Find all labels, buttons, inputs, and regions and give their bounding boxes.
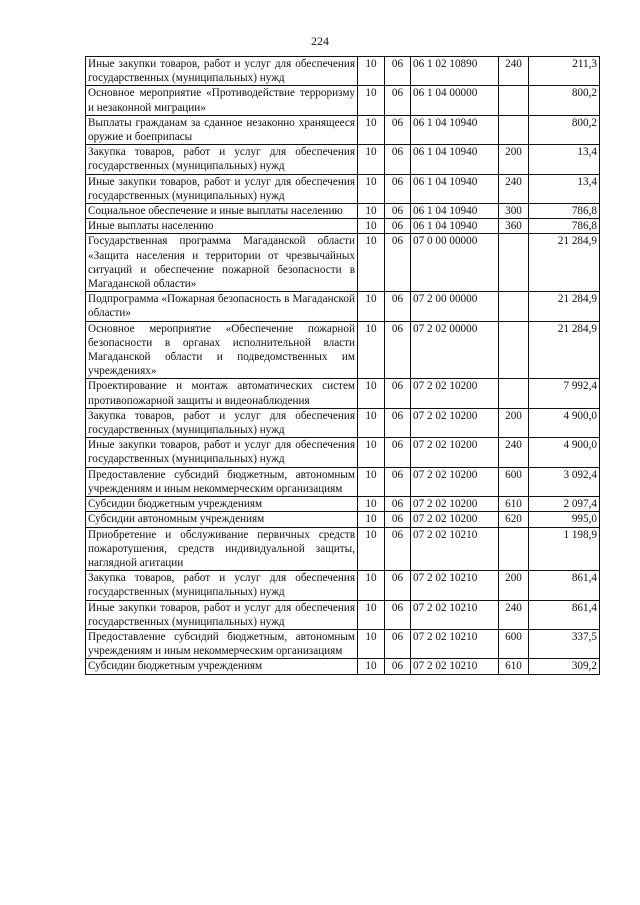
target-article-cell: 06 1 04 10940 [411,204,499,219]
target-article-cell: 06 1 04 00000 [411,86,499,115]
section-code-cell: 10 [358,600,385,629]
row-name-cell: Иные закупки товаров, работ и услуг для обеспечения государственных (муниципальных) нужд [86,174,358,203]
row-name-cell: Предоставление субсидий бюджетным, автономным учреждениям и иным некоммерческим организациям [86,629,358,658]
row-name-cell: Закупка товаров, работ и услуг для обеспечения государственных (муниципальных) нужд [86,145,358,174]
table-row [86,571,600,600]
amount-cell: 2 097,4 [529,497,600,512]
target-article-cell: 06 1 04 10940 [411,145,499,174]
target-article-cell: 06 1 02 10890 [411,57,499,86]
row-name-cell: Государственная программа Магаданской области «Защита населения и территории от чрезвычайных ситуаций и обеспечение пожарной безопасности в Магаданской области» [86,234,358,292]
section-code-cell: 10 [358,571,385,600]
subsection-code-cell: 06 [385,438,411,467]
expense-type-cell [499,527,529,571]
row-name-cell: Основное мероприятие «Обеспечение пожарной безопасности в органах исполнительной власти Магаданской области и подведомственных им учреждениях» [86,321,358,379]
table-row [86,204,600,219]
section-code-cell: 10 [358,174,385,203]
subsection-code-cell: 06 [385,659,411,674]
amount-cell: 861,4 [529,571,600,600]
amount-cell: 7 992,4 [529,379,600,408]
section-code-cell: 10 [358,321,385,379]
row-name-cell: Приобретение и обслуживание первичных средств пожаротушения, средств индивидуальной защиты, наглядной агитации [86,527,358,571]
expense-type-cell: 240 [499,57,529,86]
section-code-cell: 10 [358,629,385,658]
table-row [86,527,600,571]
amount-cell: 21 284,9 [529,292,600,321]
table-row [86,408,600,437]
table-row [86,234,600,292]
table-row [86,467,600,496]
expense-type-cell [499,321,529,379]
target-article-cell: 07 2 02 10210 [411,659,499,674]
amount-cell: 786,8 [529,219,600,234]
subsection-code-cell: 06 [385,512,411,527]
section-code-cell: 10 [358,219,385,234]
expense-type-cell: 620 [499,512,529,527]
target-article-cell: 07 2 02 10200 [411,512,499,527]
section-code-cell: 10 [358,234,385,292]
row-name-cell: Субсидии бюджетным учреждениям [86,497,358,512]
amount-cell: 337,5 [529,629,600,658]
target-article-cell: 06 1 04 10940 [411,115,499,144]
subsection-code-cell: 06 [385,292,411,321]
table-row [86,86,600,115]
expense-type-cell [499,292,529,321]
budget-table [85,56,600,675]
target-article-cell: 07 2 02 10200 [411,497,499,512]
page-number: 224 [311,34,329,48]
row-name-cell: Выплаты гражданам за сданное незаконно хранящееся оружие и боеприпасы [86,115,358,144]
amount-cell: 21 284,9 [529,321,600,379]
section-code-cell: 10 [358,145,385,174]
row-name-cell: Социальное обеспечение и иные выплаты населению [86,204,358,219]
section-code-cell: 10 [358,512,385,527]
amount-cell: 861,4 [529,600,600,629]
expense-type-cell: 360 [499,219,529,234]
expense-type-cell: 200 [499,145,529,174]
row-name-cell: Предоставление субсидий бюджетным, автономным учреждениям и иным некоммерческим организациям [86,467,358,496]
table-row [86,512,600,527]
amount-cell: 800,2 [529,115,600,144]
amount-cell: 21 284,9 [529,234,600,292]
subsection-code-cell: 06 [385,497,411,512]
subsection-code-cell: 06 [385,115,411,144]
section-code-cell: 10 [358,57,385,86]
section-code-cell: 10 [358,659,385,674]
expense-type-cell: 300 [499,204,529,219]
row-name-cell: Иные закупки товаров, работ и услуг для обеспечения государственных (муниципальных) нужд [86,600,358,629]
amount-cell: 1 198,9 [529,527,600,571]
section-code-cell: 10 [358,527,385,571]
row-name-cell: Проектирование и монтаж автоматических систем противопожарной защиты и видеонаблюдения [86,379,358,408]
amount-cell: 3 092,4 [529,467,600,496]
subsection-code-cell: 06 [385,234,411,292]
amount-cell: 309,2 [529,659,600,674]
target-article-cell: 07 2 02 00000 [411,321,499,379]
table-row [86,379,600,408]
table-row [86,115,600,144]
budget-table-body [86,57,600,675]
amount-cell: 13,4 [529,145,600,174]
subsection-code-cell: 06 [385,467,411,496]
row-name-cell: Субсидии бюджетным учреждениям [86,659,358,674]
expense-type-cell: 600 [499,467,529,496]
section-code-cell: 10 [358,292,385,321]
row-name-cell: Иные выплаты населению [86,219,358,234]
subsection-code-cell: 06 [385,629,411,658]
expense-type-cell: 240 [499,600,529,629]
amount-cell: 211,3 [529,57,600,86]
amount-cell: 4 900,0 [529,408,600,437]
subsection-code-cell: 06 [385,571,411,600]
row-name-cell: Подпрограмма «Пожарная безопасность в Магаданской области» [86,292,358,321]
target-article-cell: 07 2 00 00000 [411,292,499,321]
table-row [86,659,600,674]
subsection-code-cell: 06 [385,600,411,629]
table-row [86,600,600,629]
row-name-cell: Иные закупки товаров, работ и услуг для обеспечения государственных (муниципальных) нужд [86,438,358,467]
row-name-cell: Иные закупки товаров, работ и услуг для обеспечения государственных (муниципальных) нужд [86,57,358,86]
subsection-code-cell: 06 [385,174,411,203]
expense-type-cell: 600 [499,629,529,658]
section-code-cell: 10 [358,204,385,219]
expense-type-cell [499,379,529,408]
subsection-code-cell: 06 [385,219,411,234]
expense-type-cell [499,86,529,115]
target-article-cell: 07 2 02 10200 [411,379,499,408]
amount-cell: 4 900,0 [529,438,600,467]
section-code-cell: 10 [358,497,385,512]
subsection-code-cell: 06 [385,145,411,174]
section-code-cell: 10 [358,86,385,115]
subsection-code-cell: 06 [385,204,411,219]
subsection-code-cell: 06 [385,527,411,571]
target-article-cell: 07 2 02 10200 [411,467,499,496]
expense-type-cell: 240 [499,174,529,203]
subsection-code-cell: 06 [385,86,411,115]
table-row [86,145,600,174]
table-row [86,57,600,86]
amount-cell: 800,2 [529,86,600,115]
section-code-cell: 10 [358,438,385,467]
target-article-cell: 07 2 02 10200 [411,438,499,467]
amount-cell: 995,0 [529,512,600,527]
expense-type-cell: 240 [499,438,529,467]
target-article-cell: 07 2 02 10210 [411,571,499,600]
target-article-cell: 07 0 00 00000 [411,234,499,292]
expense-type-cell: 200 [499,408,529,437]
table-row [86,629,600,658]
expense-type-cell: 610 [499,497,529,512]
expense-type-cell [499,115,529,144]
row-name-cell: Закупка товаров, работ и услуг для обеспечения государственных (муниципальных) нужд [86,571,358,600]
section-code-cell: 10 [358,115,385,144]
row-name-cell: Закупка товаров, работ и услуг для обеспечения государственных (муниципальных) нужд [86,408,358,437]
target-article-cell: 06 1 04 10940 [411,219,499,234]
amount-cell: 786,8 [529,204,600,219]
table-row [86,497,600,512]
subsection-code-cell: 06 [385,321,411,379]
section-code-cell: 10 [358,408,385,437]
row-name-cell: Основное мероприятие «Противодействие терроризму и незаконной миграции» [86,86,358,115]
target-article-cell: 07 2 02 10210 [411,527,499,571]
table-row [86,292,600,321]
section-code-cell: 10 [358,467,385,496]
table-row [86,438,600,467]
table-row [86,219,600,234]
expense-type-cell: 610 [499,659,529,674]
target-article-cell: 06 1 04 10940 [411,174,499,203]
subsection-code-cell: 06 [385,379,411,408]
target-article-cell: 07 2 02 10210 [411,600,499,629]
expense-type-cell [499,234,529,292]
section-code-cell: 10 [358,379,385,408]
subsection-code-cell: 06 [385,408,411,437]
target-article-cell: 07 2 02 10210 [411,629,499,658]
amount-cell: 13,4 [529,174,600,203]
expense-type-cell: 200 [499,571,529,600]
table-row [86,174,600,203]
subsection-code-cell: 06 [385,57,411,86]
target-article-cell: 07 2 02 10200 [411,408,499,437]
table-row [86,321,600,379]
row-name-cell: Субсидии автономным учреждениям [86,512,358,527]
